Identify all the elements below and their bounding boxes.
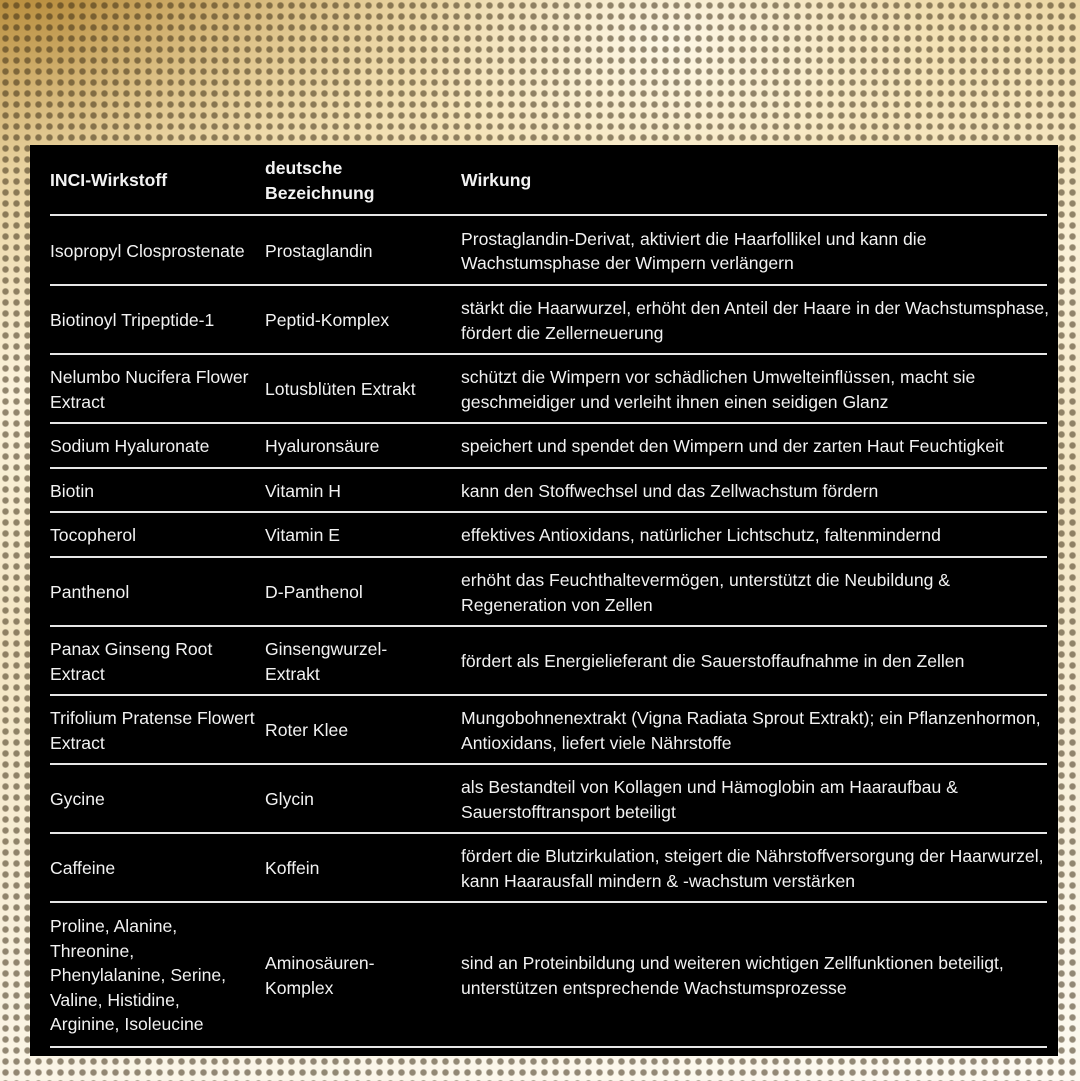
effect: als Bestandteil von Kollagen und Hämoglobin am Haaraufbau & Sauerstofftransport beteiligt bbox=[461, 777, 958, 822]
effect: Mungobohnenextrakt (Vigna Radiata Sprout Extrakt); ein Pflanzenhormon, Antioxidans, liefert viele Nährstoffe bbox=[461, 708, 1041, 753]
inci-name: Tocopherol bbox=[50, 525, 137, 546]
table-row bbox=[50, 424, 1056, 469]
table-row bbox=[50, 903, 1056, 1048]
effect: erhöht das Feuchthaltevermögen, unterstützt die Neubildung & Regeneration von Zellen bbox=[461, 570, 951, 615]
table-row bbox=[50, 216, 1056, 286]
german-name: Peptid-Komplex bbox=[265, 310, 390, 331]
german-name: Lotusblüten Extrakt bbox=[265, 379, 416, 400]
table-row bbox=[50, 513, 1056, 558]
effect: sind an Proteinbildung und weiteren wichtigen Zellfunktionen beteiligt, unterstützen entsprechende Wachstumsprozesse bbox=[461, 953, 1004, 998]
german-name: Glycin bbox=[265, 789, 314, 810]
german-name: Hyaluronsäure bbox=[265, 436, 380, 457]
german-name: Roter Klee bbox=[265, 720, 349, 741]
ingredients-table bbox=[50, 145, 1056, 1048]
table-header-row bbox=[50, 145, 1056, 216]
effect: speichert und spendet den Wimpern und der zarten Haut Feuchtigkeit bbox=[461, 436, 1004, 457]
table-row bbox=[50, 696, 1056, 765]
german-name: Ginsengwurzel-Extrakt bbox=[265, 639, 388, 684]
inci-name: Biotinoyl Tripeptide-1 bbox=[50, 310, 215, 331]
inci-name: Biotin bbox=[50, 480, 95, 501]
inci-name: Sodium Hyaluronate bbox=[50, 436, 210, 457]
effect: effektives Antioxidans, natürlicher Lichtschutz, faltenmindernd bbox=[461, 525, 941, 546]
german-name: Koffein bbox=[265, 858, 320, 879]
inci-name: Gycine bbox=[50, 789, 105, 810]
german-name: Aminosäuren-Komplex bbox=[265, 953, 375, 998]
header-inci: INCI-Wirkstoff bbox=[50, 170, 168, 191]
effect: schützt die Wimpern vor schädlichen Umwelteinflüssen, macht sie geschmeidiger und verleiht ihnen einen seidigen Glanz bbox=[461, 367, 976, 412]
inci-name: Panthenol bbox=[50, 582, 130, 603]
german-name: Vitamin E bbox=[265, 525, 340, 546]
german-name: Vitamin H bbox=[265, 480, 341, 501]
inci-name: Nelumbo Nucifera Flower Extract bbox=[50, 367, 249, 412]
inci-name: Panax Ginseng Root Extract bbox=[50, 639, 213, 684]
effect: fördert als Energielieferant die Sauerstoffaufnahme in den Zellen bbox=[461, 651, 965, 672]
german-name: Prostaglandin bbox=[265, 240, 373, 261]
german-name: D-Panthenol bbox=[265, 582, 363, 603]
table-row bbox=[50, 355, 1056, 424]
header-effect: Wirkung bbox=[461, 170, 532, 191]
table-row bbox=[50, 558, 1056, 627]
table-row bbox=[50, 286, 1056, 355]
table-row bbox=[50, 765, 1056, 834]
header-german-name: deutsche Bezeichnung bbox=[265, 158, 375, 203]
table-row bbox=[50, 469, 1056, 513]
inci-name: Proline, Alanine, Threonine, Phenylalanine, Serine, Valine, Histidine, Arginine, Isoleucine bbox=[50, 916, 227, 1035]
inci-name: Trifolium Pratense Flowert Extract bbox=[50, 708, 255, 753]
effect: kann den Stoffwechsel und das Zellwachstum fördern bbox=[461, 480, 879, 501]
table-row bbox=[50, 627, 1056, 696]
inci-name: Isopropyl Closprostenate bbox=[50, 240, 245, 261]
effect: Prostaglandin-Derivat, aktiviert die Haarfollikel und kann die Wachstumsphase der Wimpern verlängern bbox=[461, 228, 927, 273]
ingredients-panel bbox=[30, 145, 1058, 1056]
effect: stärkt die Haarwurzel, erhöht den Anteil der Haare in der Wachstumsphase, fördert die Zellerneuerung bbox=[461, 298, 1050, 343]
inci-name: Caffeine bbox=[50, 858, 116, 879]
table-row bbox=[50, 834, 1056, 903]
effect: fördert die Blutzirkulation, steigert die Nährstoffversorgung der Haarwurzel, kann Haarausfall mindern & -wachstum verstärken bbox=[461, 846, 1044, 891]
